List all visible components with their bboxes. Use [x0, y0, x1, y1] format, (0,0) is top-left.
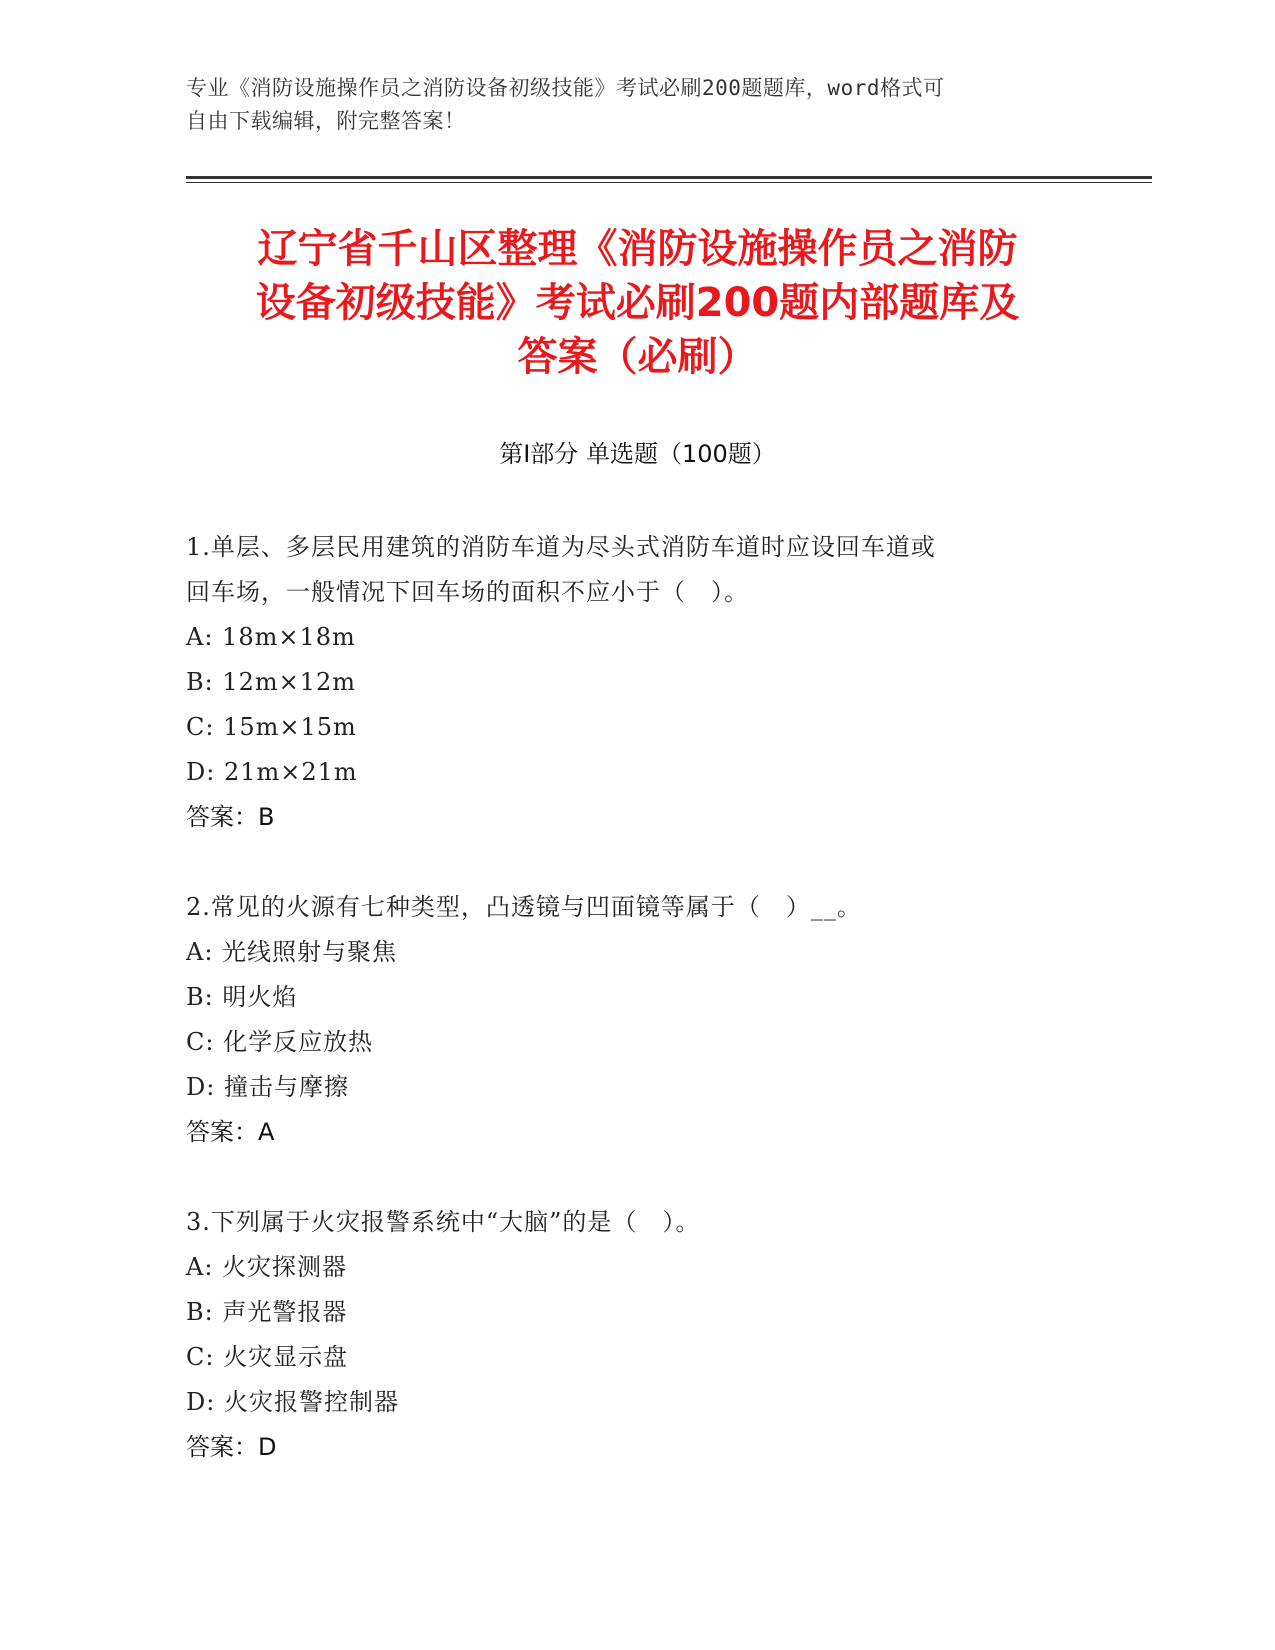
option-c: C: 火灾显示盘 — [186, 1343, 349, 1371]
answer-label: 答案：B — [186, 803, 275, 831]
option-a: A: 光线照射与聚焦 — [186, 938, 398, 966]
document-title — [140, 222, 1135, 384]
question-stem-line: 回车场，一般情况下回车场的面积不应小于（ ）。 — [186, 578, 749, 606]
option-d: D: 火灾报警控制器 — [186, 1388, 399, 1416]
intro-line-1: 专业《消防设施操作员之消防设备初级技能》考试必刷200题题库，word格式可 — [186, 76, 945, 100]
question-1 — [186, 525, 1066, 840]
section-heading: 第Ⅰ部分 单选题（100题） — [499, 440, 776, 468]
answer-label: 答案：A — [186, 1118, 275, 1146]
title-line-1: 辽宁省千山区整理《消防设施操作员之消防 — [257, 226, 1018, 272]
question-2 — [186, 885, 1066, 1155]
option-b: B: 12m×12m — [186, 668, 357, 696]
option-a: A: 18m×18m — [186, 623, 356, 651]
option-b: B: 声光警报器 — [186, 1298, 348, 1326]
option-c: C: 15m×15m — [186, 713, 357, 741]
intro-text — [186, 72, 1066, 138]
option-b: B: 明火焰 — [186, 983, 298, 1011]
title-line-2: 设备初级技能》考试必刷200题内部题库及 — [255, 280, 1020, 326]
question-stem-line: 2.常见的火源有七种类型，凸透镜与凹面镜等属于（ ）__。 — [186, 893, 862, 921]
title-line-3: 答案（必刷） — [517, 334, 758, 380]
option-a: A: 火灾探测器 — [186, 1253, 348, 1281]
question-3 — [186, 1200, 1066, 1470]
question-stem-line: 3.下列属于火灾报警系统中“大脑”的是（ ）。 — [186, 1208, 701, 1236]
answer-label: 答案：D — [186, 1433, 277, 1461]
question-stem-line: 1.单层、多层民用建筑的消防车道为尽头式消防车道时应设回车道或 — [186, 533, 936, 561]
option-c: C: 化学反应放热 — [186, 1028, 374, 1056]
header-divider-thin — [186, 182, 1152, 183]
intro-line-2: 自由下载编辑，附完整答案！ — [186, 109, 466, 133]
header-divider-thick — [186, 176, 1152, 179]
option-d: D: 撞击与摩擦 — [186, 1073, 349, 1101]
option-d: D: 21m×21m — [186, 758, 358, 786]
